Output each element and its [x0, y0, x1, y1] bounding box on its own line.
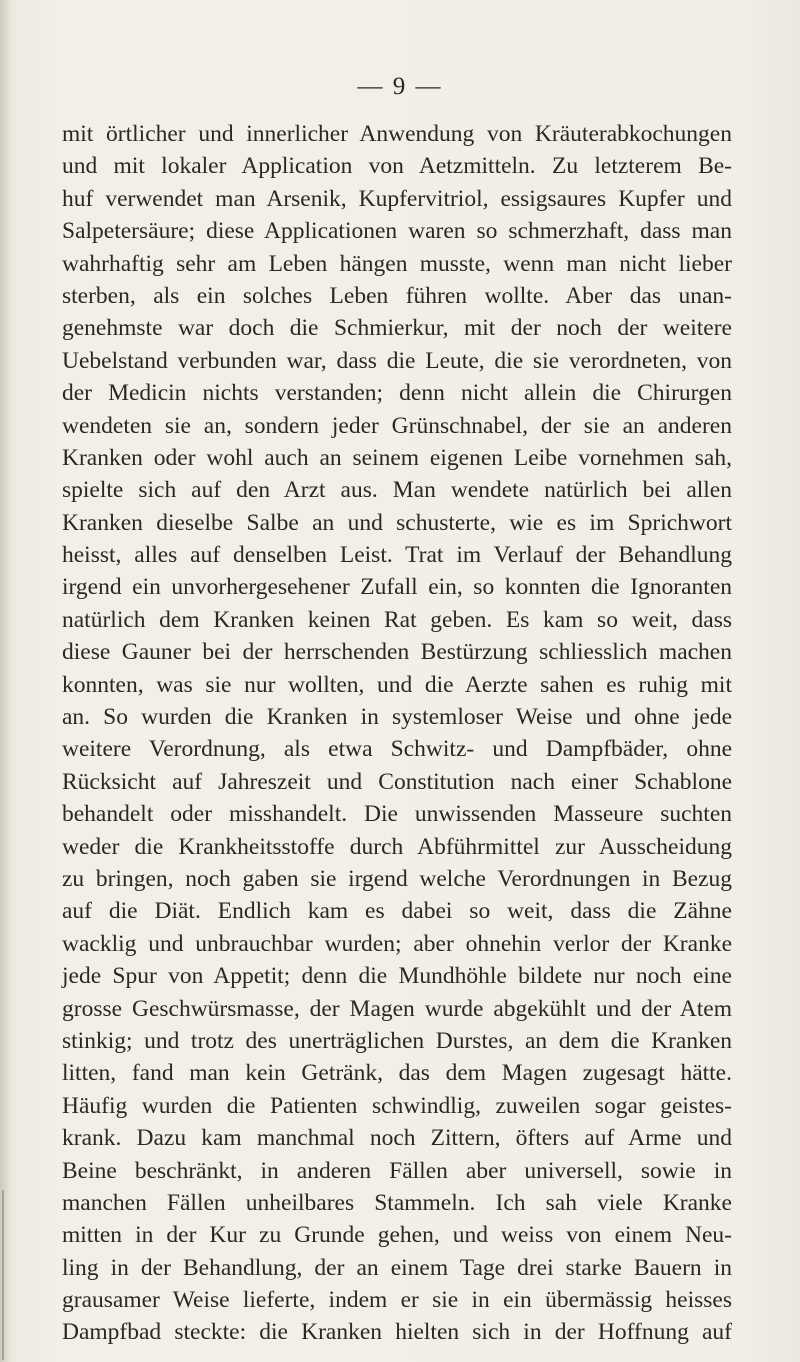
text-line: weitere Verordnung, als etwa Schwitz- und Dampfbäder, ohne [62, 736, 732, 763]
body-text [62, 118, 732, 1349]
text-line: ling in der Behandlung, der an einem Tage drei starke Bauern in [62, 1254, 732, 1281]
page-edge-shadow [0, 0, 10, 1362]
text-line: Beine beschränkt, in anderen Fällen aber universell, sowie in [62, 1157, 732, 1184]
text-line: zu bringen, noch gaben sie irgend welche Verordnungen in Bezug [62, 865, 732, 892]
text-line: Rücksicht auf Jahreszeit und Constitution nach einer Schablone [62, 768, 732, 795]
text-line: Kranken dieselbe Salbe an und schusterte, wie es im Sprichwort [62, 509, 732, 536]
text-line: Dampfbad steckte: die Kranken hielten sich in der Hoffnung auf [62, 1319, 732, 1346]
binding-edge-mark [2, 1190, 4, 1360]
text-line: Kranken oder wohl auch an seinem eigenen Leibe vornehmen sah, [62, 444, 732, 471]
text-line: grosse Geschwürsmasse, der Magen wurde abgekühlt und der Atem [62, 995, 732, 1022]
text-line: litten, fand man kein Getränk, das dem Magen zugesagt hätte. [62, 1060, 732, 1087]
text-line: heisst, alles auf denselben Leist. Trat im Verlauf der Behandlung [62, 542, 732, 569]
text-line: wacklig und unbrauchbar wurden; aber ohnehin verlor der Kranke [62, 930, 732, 957]
text-line: behandelt oder misshandelt. Die unwissenden Masseure suchten [62, 801, 732, 828]
text-line: konnten, was sie nur wollten, und die Aerzte sahen es ruhig mit [62, 671, 732, 698]
text-line: wendeten sie an, sondern jeder Grünschnabel, der sie an anderen [62, 412, 732, 439]
text-line: weder die Krankheitsstoffe durch Abführmittel zur Ausscheidung [62, 833, 732, 860]
text-line: mit örtlicher und innerlicher Anwendung von Kräuterabkochungen [62, 121, 732, 147]
text-line: sterben, als ein solches Leben führen wollte. Aber das unan- [62, 282, 732, 309]
text-line: manchen Fällen unheilbares Stammeln. Ich sah viele Kranke [62, 1189, 732, 1216]
text-line: natürlich dem Kranken keinen Rat geben. Es kam so weit, dass [62, 606, 732, 633]
text-line: an. So wurden die Kranken in systemloser Weise und ohne jede [62, 704, 732, 731]
text-line: diese Gauner bei der herrschenden Bestürzung schliesslich machen [62, 639, 732, 666]
text-line: wahrhaftig sehr am Leben hängen musste, wenn man nicht lieber [62, 250, 732, 277]
text-line: krank. Dazu kam manchmal noch Zittern, öfters auf Arme und [62, 1125, 732, 1152]
text-line: auf die Diät. Endlich kam es dabei so weit, dass die Zähne [62, 898, 732, 925]
text-line: der Medicin nichts verstanden; denn nicht allein die Chirurgen [62, 380, 732, 407]
text-line: Uebelstand verbunden war, dass die Leute, die sie verordneten, von [62, 347, 732, 374]
text-line: stinkig; und trotz des unerträglichen Durstes, an dem die Kranken [62, 1027, 732, 1054]
text-line: huf verwendet man Arsenik, Kupfervitriol, essigsaures Kupfer und [62, 185, 732, 212]
text-line: und mit lokaler Application von Aetzmitteln. Zu letzterem Be- [62, 153, 732, 180]
text-line: Salpetersäure; diese Applicationen waren so schmerzhaft, dass man [62, 218, 732, 245]
text-line: jede Spur von Appetit; denn die Mundhöhle bildete nur noch eine [62, 963, 732, 990]
text-line: spielte sich auf den Arzt aus. Man wendete natürlich bei allen [62, 477, 732, 504]
text-line: irgend ein unvorhergesehener Zufall ein, so konnten die Ignoranten [62, 574, 732, 601]
text-line: mitten in der Kur zu Grunde gehen, und weiss von einem Neu- [62, 1222, 732, 1249]
text-line: genehmste war doch die Schmierkur, mit der noch der weitere [62, 315, 732, 342]
page-number: — 9 — [357, 73, 443, 100]
text-line: Häufig wurden die Patienten schwindlig, zuweilen sogar geistes- [62, 1092, 732, 1119]
text-line: grausamer Weise lieferte, indem er sie in ein übermässig heisses [62, 1287, 732, 1314]
